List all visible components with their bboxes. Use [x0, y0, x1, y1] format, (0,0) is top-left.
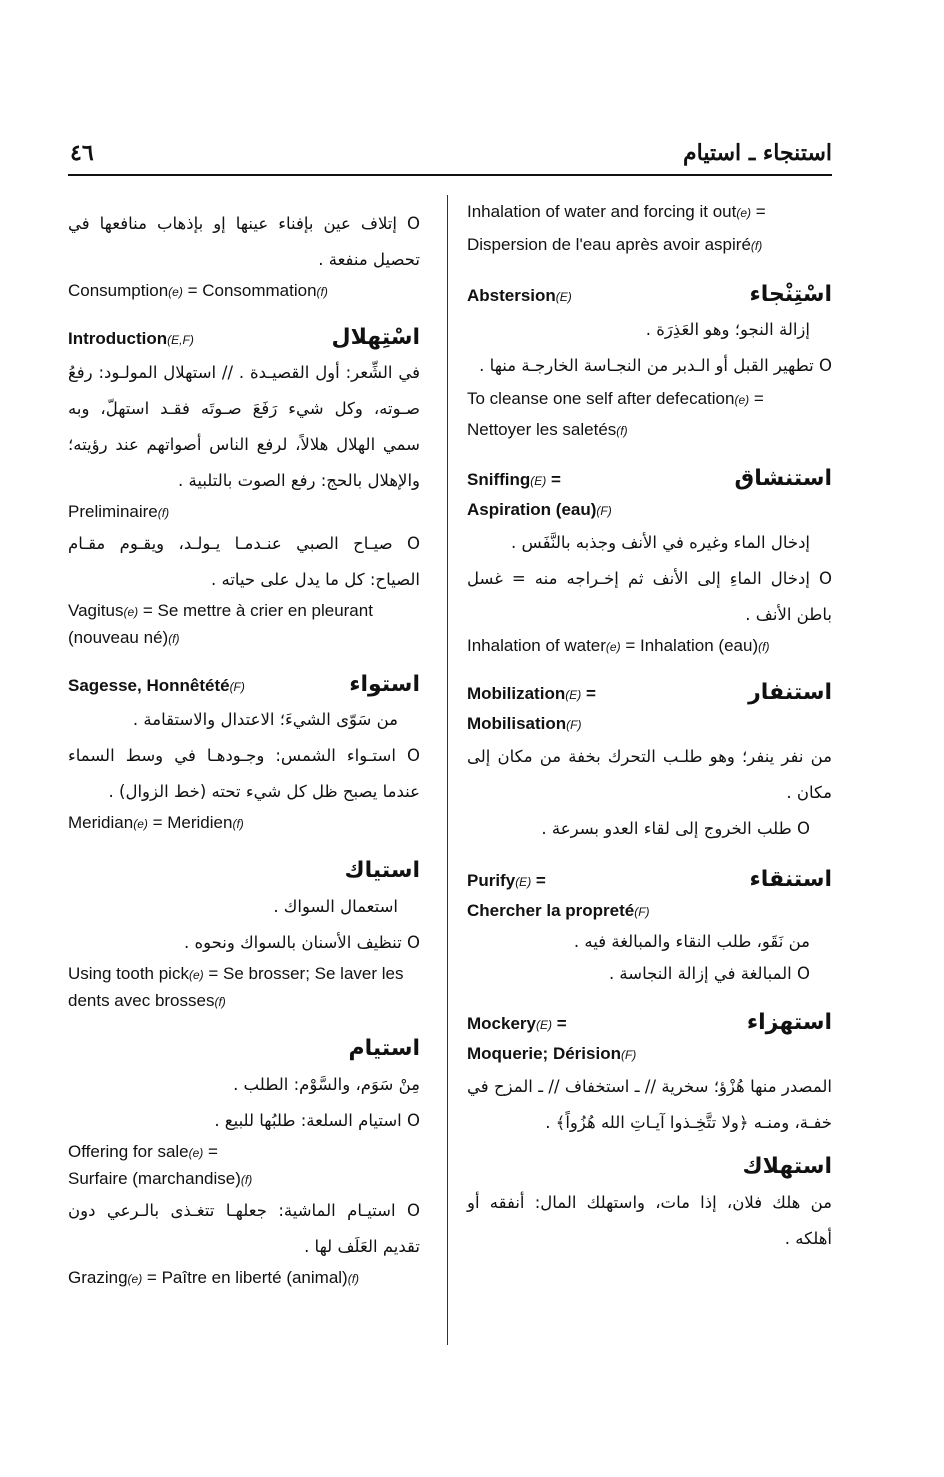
page-number: ٤٦ [70, 140, 94, 166]
entry-headword: استنشاق [734, 466, 832, 491]
definition-text: O تنظيف الأسنان بالسواك ونحوه . [183, 933, 420, 952]
entry-headword: استنقاء [749, 867, 832, 892]
definition-text: O تطهير القبل أو الـدبر من النجـاسة الخارجـة منها . [479, 356, 832, 375]
translation-line: Consumption(e) = Consommation(f) [68, 281, 328, 300]
entry-keyword: Introduction(E,F) [68, 329, 194, 348]
definition-text: O استيـام الماشية: جعلهـا تتغـذى بالـرعي دون تقديم العَلَف لها . [68, 1201, 420, 1256]
left-column [68, 196, 420, 1292]
right-column [467, 196, 832, 1257]
entry-headword: استهزاء [746, 1010, 832, 1035]
definition-text: O المبالغة في إزالة النجاسة . [608, 964, 810, 983]
translation-line: Meridian(e) = Meridien(f) [68, 813, 244, 832]
entry-headword: استياك [344, 858, 420, 883]
translation-line: Nettoyer les saletés(f) [467, 420, 628, 439]
definition-text: O صيـاح الصبي عنـدمـا يـولـد، ويقـوم مقـام الصياح: كل ما يدل على حياته . [68, 534, 420, 589]
entry-headword: استواء [349, 672, 420, 697]
translation-line: Offering for sale(e) = [68, 1142, 218, 1161]
translation-line: Surfaire (marchandise)(f) [68, 1169, 253, 1188]
entry-keyword: Mobilization(E) = [467, 684, 596, 703]
definition-text: استعمال السواك . [273, 897, 398, 916]
translation-line: Grazing(e) = Paître en liberté (animal)(f) [68, 1268, 360, 1287]
entry-keyword: Mockery(E) = [467, 1014, 567, 1033]
header-rule [68, 174, 832, 176]
entry-headword: استهلاك [742, 1154, 832, 1179]
entry-istiyam [68, 1031, 420, 1292]
entry-istinshaq [467, 462, 832, 660]
entry-keyword: Sniffing(E) = [467, 470, 561, 489]
entry-keyword: Aspiration (eau)(F) [467, 500, 612, 519]
definition-text: إزالة النجو؛ وهو العَذِرَة . [645, 320, 810, 339]
entry-head [467, 676, 832, 710]
entry-istihlal [68, 321, 420, 652]
entry-istinja [467, 278, 832, 446]
definition-text: من سَوّى الشيءَ؛ الاعتدال والاستقامة . [132, 710, 398, 729]
entry-head [467, 462, 832, 496]
entry-keyword: Chercher la propreté(F) [467, 901, 650, 920]
definition-text: O استيام السلعة: طلبُها للبيع . [214, 1111, 420, 1130]
definition-text: O استـواء الشمس: وجـودهـا في وسط السماء عندما يصبح ظل كل شيء تحته (خط الزوال) . [68, 746, 420, 801]
entry-keyword: Abstersion(E) [467, 286, 572, 305]
entry-head [467, 278, 832, 312]
entry-head [68, 321, 420, 355]
entry-keyword: Moquerie; Dérision(F) [467, 1044, 637, 1063]
definition-text: O إتلاف عين بإفناء عينها إو بإذهاب منافعها في تحصيل منفعة . [68, 214, 420, 269]
translation-line: Using tooth pick(e) = Se brosser; Se laver les dents avec brosses(f) [68, 964, 404, 1010]
translation-line: Inhalation of water(e) = Inhalation (eau)(f) [467, 636, 770, 655]
definition-text: من هلك فلان، إذا مات، واستهلك المال: أنفقه أو أهلكه . [467, 1193, 832, 1248]
definition-text: مِنْ سَوَم، والسَّوْم: الطلب . [233, 1075, 420, 1094]
definition-text: المصدر منها هُزْؤ؛ سخرية // ـ استخفاف // ـ المزح في خفـة، ومنـه ﴿ولا تتَّخِـذوا آيـاتِ الله هُزُواً﴾ . [467, 1077, 832, 1132]
entry-keyword: Sagesse, Honnêtété(F) [68, 676, 245, 695]
entry-headword: استنفار [748, 680, 832, 705]
entry-head [467, 863, 832, 897]
entry-headword: اسْتِنْجاء [749, 282, 832, 307]
definition-text: من نَقَو، طلب النقاء والمبالغة فيه . [573, 932, 810, 951]
entry-istiyak [68, 853, 420, 1015]
definition-text: O إدخال الماءِ إلى الأنف ثم إخـراجه منه = غسل باطن الأنف . [467, 569, 832, 624]
running-title: استنجاء ـ استيام [683, 140, 832, 166]
definition-text: من نفر ينفر؛ وهو طلـب التحرك بخفة من مكان إلى مكان . [467, 747, 832, 802]
translation-line: Inhalation of water and forcing it out(e) = [467, 202, 766, 221]
page-header [68, 140, 832, 174]
definition-text: في الشِّعر: أول القصيـدة . // استهلال المولـود: رفعُ صـوته، وكل شيء رَفَعَ صـوتَه فقـد استهلّ، وبه سمي الهلال هلالاً، لرفع الناس أصواتهم عند رؤيته؛ والإهلال بالحج: رفع الصوت بالتلبية . [68, 363, 420, 490]
entry-keyword: Purify(E) = [467, 871, 546, 890]
entry-istinfar [467, 676, 832, 847]
translation-line: Dispersion de l'eau après avoir aspiré(f) [467, 235, 763, 254]
definition-text: إدخال الماء وغيره في الأنف وجذبه بالنَّفَس . [511, 533, 810, 552]
entry-istiwa [68, 668, 420, 837]
entry-headword: اسْتِهلال [331, 325, 420, 350]
entry-headword: استيام [348, 1036, 420, 1061]
translation-line: Vagitus(e) = Se mettre à crier en pleurant (nouveau né)(f) [68, 601, 373, 647]
entry-istinqa [467, 863, 832, 990]
translation-line: Preliminaire(f) [68, 502, 170, 521]
entry-keyword: Mobilisation(F) [467, 714, 582, 733]
translation-line: To cleanse one self after defecation(e) = [467, 389, 764, 408]
entry-head [68, 668, 420, 702]
entry-istihza [467, 1006, 832, 1141]
definition-text: O طلب الخروج إلى لقاء العدو بسرعة . [541, 819, 810, 838]
column-divider [447, 195, 448, 1345]
entry-head [467, 1006, 832, 1040]
entry-istihlak [467, 1149, 832, 1257]
